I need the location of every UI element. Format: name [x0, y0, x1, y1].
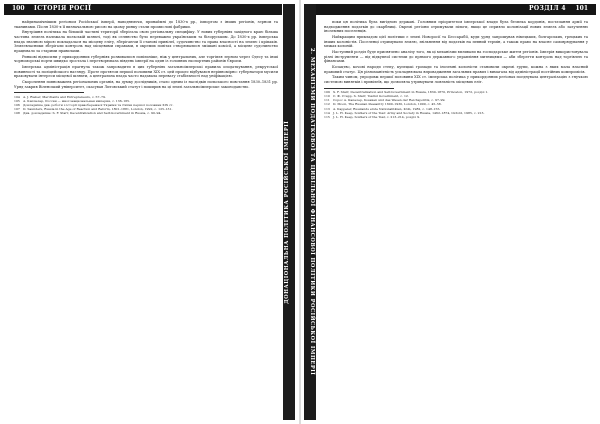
footnote-text: Сорос А. Капелер, Kosaken und das Wesen der Reichspolitik, с. 97–99.	[332, 98, 446, 103]
footnote-number: 111	[324, 98, 330, 103]
body-paragraph: Таким чином, упродовж першої половини XIX ст. імперська політика у прикордонних регіонах поєднувала централізацію з гнучкою системою винятків і привілеїв, що дозволяла утримувати лояльність місцевих еліт.	[324, 75, 588, 84]
right-side-title: 2. МЕХАНІЗМИ ПОДАТКОВОЇ ТА ЦИВІЛЬНОЇ ФІНАНСОВОЇ ПОЛІТИКИ РОСІЙСЬКОЇ ІМПЕРІЇ	[309, 48, 315, 376]
body-paragraph: Найкращим прикладом цієї політики є землі Новоросії та Бессарабії, куди уряд запрошував німецьких, болгарських, грецьких та інших колоністів. Поселенці отримували землю, звільнення від податків на певний термін, а також право на власне самоврядування у межах колоній.	[324, 34, 588, 49]
right-footnotes	[324, 90, 588, 119]
left-footnotes	[14, 95, 278, 115]
footnote-number: 112	[324, 102, 330, 107]
body-paragraph: Козацтво, кочові народи степу, купецькі громади та іноземні колоністи становили окремі групи, кожна з яких мала власний правовий статус. Ця різноманітність ускладнювала впровадження загальних правил і вимагала від адміністрації постійних компромісів.	[324, 64, 588, 74]
right-running-header: РОЗДІЛ 4	[529, 5, 566, 12]
footnote-number: 104	[14, 94, 20, 99]
left-running-header: ІСТОРІЯ РОСІЇ	[34, 5, 92, 12]
footnote-number: 114	[324, 110, 330, 115]
footnote-text: J. L. H. Keep, Soldiers of the Tsar, с. 213–214, розділ 9.	[332, 114, 421, 119]
body-paragraph: Ринкові відносини у прикордонних губерніях розвивалися повільніше, ніж у центральних, але торгівля зерном через Одесу та інші чорноморські порти швидко зростала і перетворювала південь імперії на один із головних експортних районів Європи.	[14, 54, 278, 64]
footnote-number: 106	[14, 102, 20, 107]
left-side-band	[283, 4, 295, 420]
footnote-rule	[324, 88, 394, 89]
right-page	[300, 0, 600, 424]
footnote-text: J. L. H. Keep, Soldiers of the Tsar: Army and Society in Russia, 1462–1874, Oxford, 1985, с. 213.	[332, 110, 485, 115]
right-page-number: 101	[575, 5, 588, 12]
footnote-number: 105	[14, 98, 20, 103]
footnote-text: А. Каппелер, Россия — многонациональная империя, с. 136–165.	[22, 98, 131, 103]
body-paragraph: Наступний розділ буде присвячено аналізу того, як ці механізми впливали на господарське життя регіонів. Імперія використовувала різні інструменти — від відкупної системи до прямого державного управління митницями — аби зберегти контроль над торгівлею та фінансами.	[324, 49, 588, 64]
footnote-number: 110	[324, 94, 330, 99]
footnote-text: Докладніше див. роботи з історії правобережної України та Литви першої половини XIX ст.	[22, 102, 174, 107]
left-side-title: ДОНАЦІОНАЛЬНА ПОЛІТИКА РОСІЙСЬКОЇ ІМПЕРІЇ	[284, 120, 290, 304]
footnote	[14, 111, 278, 115]
body-paragraph: поки ця політика була вигідною державі. Головним пріоритетом імперської влади була безпека кордонів, постачання армії та надходження податків до скарбниці. Окремі регіони отримували пільги, якщо це сприяло колонізації нових земель або залученню іноземних поселенців.	[324, 20, 588, 34]
footnote-text: A. J. Rieber, Merchants and Entrepreneurs, с. 57–79.	[22, 94, 106, 99]
footnote-number: 109	[324, 90, 330, 95]
footnote-number: 108	[14, 111, 20, 116]
footnote-number: 115	[324, 114, 330, 119]
footnote	[324, 115, 588, 119]
footnote-number: 113	[324, 106, 330, 111]
footnote-text: Див. докладніше: S. F. Starr, Decentralization and Self-Government in Russia, с. 90–94.	[22, 111, 162, 116]
footnote-text: D. Moon, The Russian Peasantry 1600–1930, London, 1999, с. 45–58.	[332, 102, 442, 107]
footnote-number: 107	[14, 107, 20, 112]
footnote-text: S. F. Starr, Decentralization and Self-Government in Russia, 1830–1870, Princeton, 1972, розділ 1.	[332, 90, 489, 95]
left-body-text	[14, 20, 278, 115]
footnote-rule	[14, 92, 84, 93]
footnote-text: A. Kappeler, Russlands erste Nationalitäten, Köln, 1982, с. 148–155.	[332, 106, 441, 111]
body-paragraph: Скорочення повноважень регіональних органів, на думку дослідників, стало одним із наслідків польського повстання 1830–1831 рр. Уряд закрив Віленський університет, скасував Литовський статут і поширив на ці землі загальноімперське законодавство.	[14, 79, 278, 89]
body-paragraph: Імперська адміністрація прагнула також запровадити в цих губерніях загальноімперські правила оподаткування, рекрутської повинності та поліцейського нагляду. Проте протягом першої половини XIX ст. цей процес відбувався нерівномірно: губернатори мусили враховувати інтереси місцевої шляхти, а центральна влада часто надавала перевагу стабільності над уніфікацією.	[14, 64, 278, 79]
body-paragraph: Внутрішня політика на більшій частині території зберігала свою регіональну специфіку. У нових губерніях західного краю більша частина земель належала польській шляхті, тоді як селянство було переважно українським та білоруським. До 1830-х рр. імперська влада значною мірою покладалася на місцеву еліту, зберігаючи її станові привілеї, судочинство та права власності на землю і кріпаків. Землевласники зберігали контроль над місцевими справами, в окремих повітах створювалися змішані комісії, а місцеве судочинство працювало за старими правилами.	[14, 30, 278, 53]
right-body-text	[324, 20, 588, 119]
body-paragraph: найдинамічнішим регіоном Російської імперії, наводнюючи, принаймні до 1830-х рр., імпортом з інших регіонів, зерном та тканинами. Після 1830-х її визначальною рисою на цьому ринку стали промислові фабрики.	[14, 20, 278, 29]
footnote-text: D. Saunders, Russia in the Age of Reaction and Reform, 1801–1881, London, 1992, с. 125–131.	[22, 107, 173, 112]
right-side-band	[304, 4, 316, 420]
footnote-text: C. Ф. Старр, S. Starr, Tsarist Government, с. 12.	[332, 94, 409, 99]
left-page-number: 100	[12, 5, 25, 12]
